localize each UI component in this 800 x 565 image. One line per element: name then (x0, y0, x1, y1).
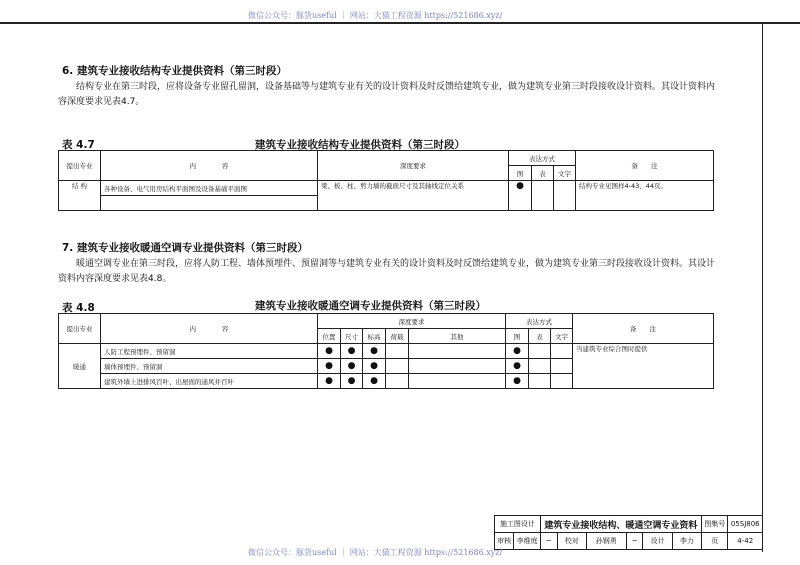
section-6-heading: 6. 建筑专业接收结构专业提供资料（第三时段） (62, 65, 287, 77)
table-4-8-title: 建筑专业接收暖通空调专业提供资料（第三时段） (255, 300, 486, 312)
review-label: 审核 (495, 533, 514, 550)
header-fig: 图 (506, 329, 529, 344)
section-6-paragraph: 结构专业在第三时段，应将设备专业留孔留洞，设备基础等与建筑专业有关的设计资料及时反馈给建筑专业，做为建筑专业第三时段接收设计资料。其设计资料内容深度要求见表4.7。 (58, 82, 716, 107)
right-border (762, 22, 763, 552)
header-provider: 提出专业 (59, 314, 101, 344)
header-other: 其他 (409, 329, 506, 344)
check-label: 校对 (557, 533, 586, 550)
stage-label: 施工图设计 (495, 516, 541, 533)
table-4-8-label: 表 4.8 (62, 302, 95, 314)
header-elevation: 标高 (363, 329, 386, 344)
page-label: 页 (701, 533, 728, 550)
dot: ● (318, 359, 341, 374)
dot: ● (363, 344, 386, 359)
table-4-7 (58, 150, 714, 211)
header-content: 内 容 (101, 314, 318, 344)
reviewer-name: 李维庭 (514, 533, 541, 550)
table-4-8 (58, 313, 714, 389)
atlas-label: 图集号 (701, 516, 728, 533)
cell-content: 人防工程预埋件、预留洞 (101, 344, 318, 359)
drawing-title: 建筑专业接收结构、暖通空调专业资料 (540, 516, 701, 533)
dot: ● (506, 359, 529, 374)
header-provider: 提出专业 (59, 151, 101, 181)
header-mode: 表达方式 (509, 151, 576, 166)
cell-content: 各种设备、电气用房结构平面图及设备基础平面图 (101, 181, 318, 196)
header-position: 位置 (318, 329, 341, 344)
dot: ● (506, 344, 529, 359)
dot: ● (341, 374, 363, 389)
header-content: 内 容 (101, 151, 318, 181)
dot: ● (341, 344, 363, 359)
table-row (59, 181, 714, 196)
cell-note: 结构专业见图样4-43、44页。 (576, 181, 714, 211)
header-depth: 深度要求 (318, 314, 506, 329)
checker-name: 孙钢勇 (586, 533, 626, 550)
dot: ● (363, 374, 386, 389)
header-note: 备 注 (576, 151, 714, 181)
checker-signature: ~ (626, 533, 643, 550)
header-text: 文字 (551, 329, 573, 344)
dot: ● (318, 344, 341, 359)
header-mode: 表达方式 (506, 314, 573, 329)
page-number: 4-42 (728, 533, 763, 550)
cell-note: 当建筑专业综合图时提供 (573, 344, 714, 389)
cell-depth: 梁、板、柱、剪力墙的截面尺寸及其轴线定位关系 (318, 181, 509, 211)
watermark-bottom: 微信公众号：豚货useful ｜ 网站：大猫工程资源 https://521686.xyz/ (248, 548, 503, 557)
watermark-top: 微信公众号：豚货useful ｜ 网站：大猫工程资源 https://521686.xyz/ (248, 11, 503, 20)
cell-provider: 结 构 (59, 181, 101, 211)
designer-name: 李力 (672, 533, 701, 550)
header-size: 尺寸 (341, 329, 363, 344)
header-depth: 深度要求 (318, 151, 509, 181)
dot: ● (341, 359, 363, 374)
cell-fig: ● (509, 181, 532, 211)
header-fig: 图 (509, 166, 532, 181)
header-note: 备 注 (573, 314, 714, 344)
cell-provider: 暖通 (59, 344, 101, 389)
reviewer-signature: ~ (540, 533, 557, 550)
title-block (494, 515, 763, 550)
table-4-7-title: 建筑专业接收结构专业提供资料（第三时段） (255, 139, 465, 151)
table-row (59, 344, 714, 359)
top-border (0, 22, 800, 24)
header-tab: 表 (529, 329, 551, 344)
cell-content: 建筑外墙上进排风百叶、出屋面的通风井百叶 (101, 374, 318, 389)
atlas-number: 05SJ806 (728, 516, 763, 533)
dot: ● (363, 359, 386, 374)
design-label: 设计 (643, 533, 672, 550)
section-7-heading: 7. 建筑专业接收暖通空调专业提供资料（第三时段） (62, 242, 308, 254)
dot: ● (506, 374, 529, 389)
header-tab: 表 (532, 166, 554, 181)
table-4-7-label: 表 4.7 (62, 139, 95, 151)
cell-content: 墙体预埋件、预留洞 (101, 359, 318, 374)
header-load: 荷载 (386, 329, 409, 344)
dot: ● (318, 374, 341, 389)
section-7-paragraph: 暖通空调专业在第三时段，应将人防工程、墙体预埋件、预留洞等与建筑专业有关的设计资料及时反馈给建筑专业，做为建筑专业第三时段接收设计资料。其设计资料内容深度要求见表4.8。 (58, 259, 716, 284)
header-text: 文字 (554, 166, 576, 181)
